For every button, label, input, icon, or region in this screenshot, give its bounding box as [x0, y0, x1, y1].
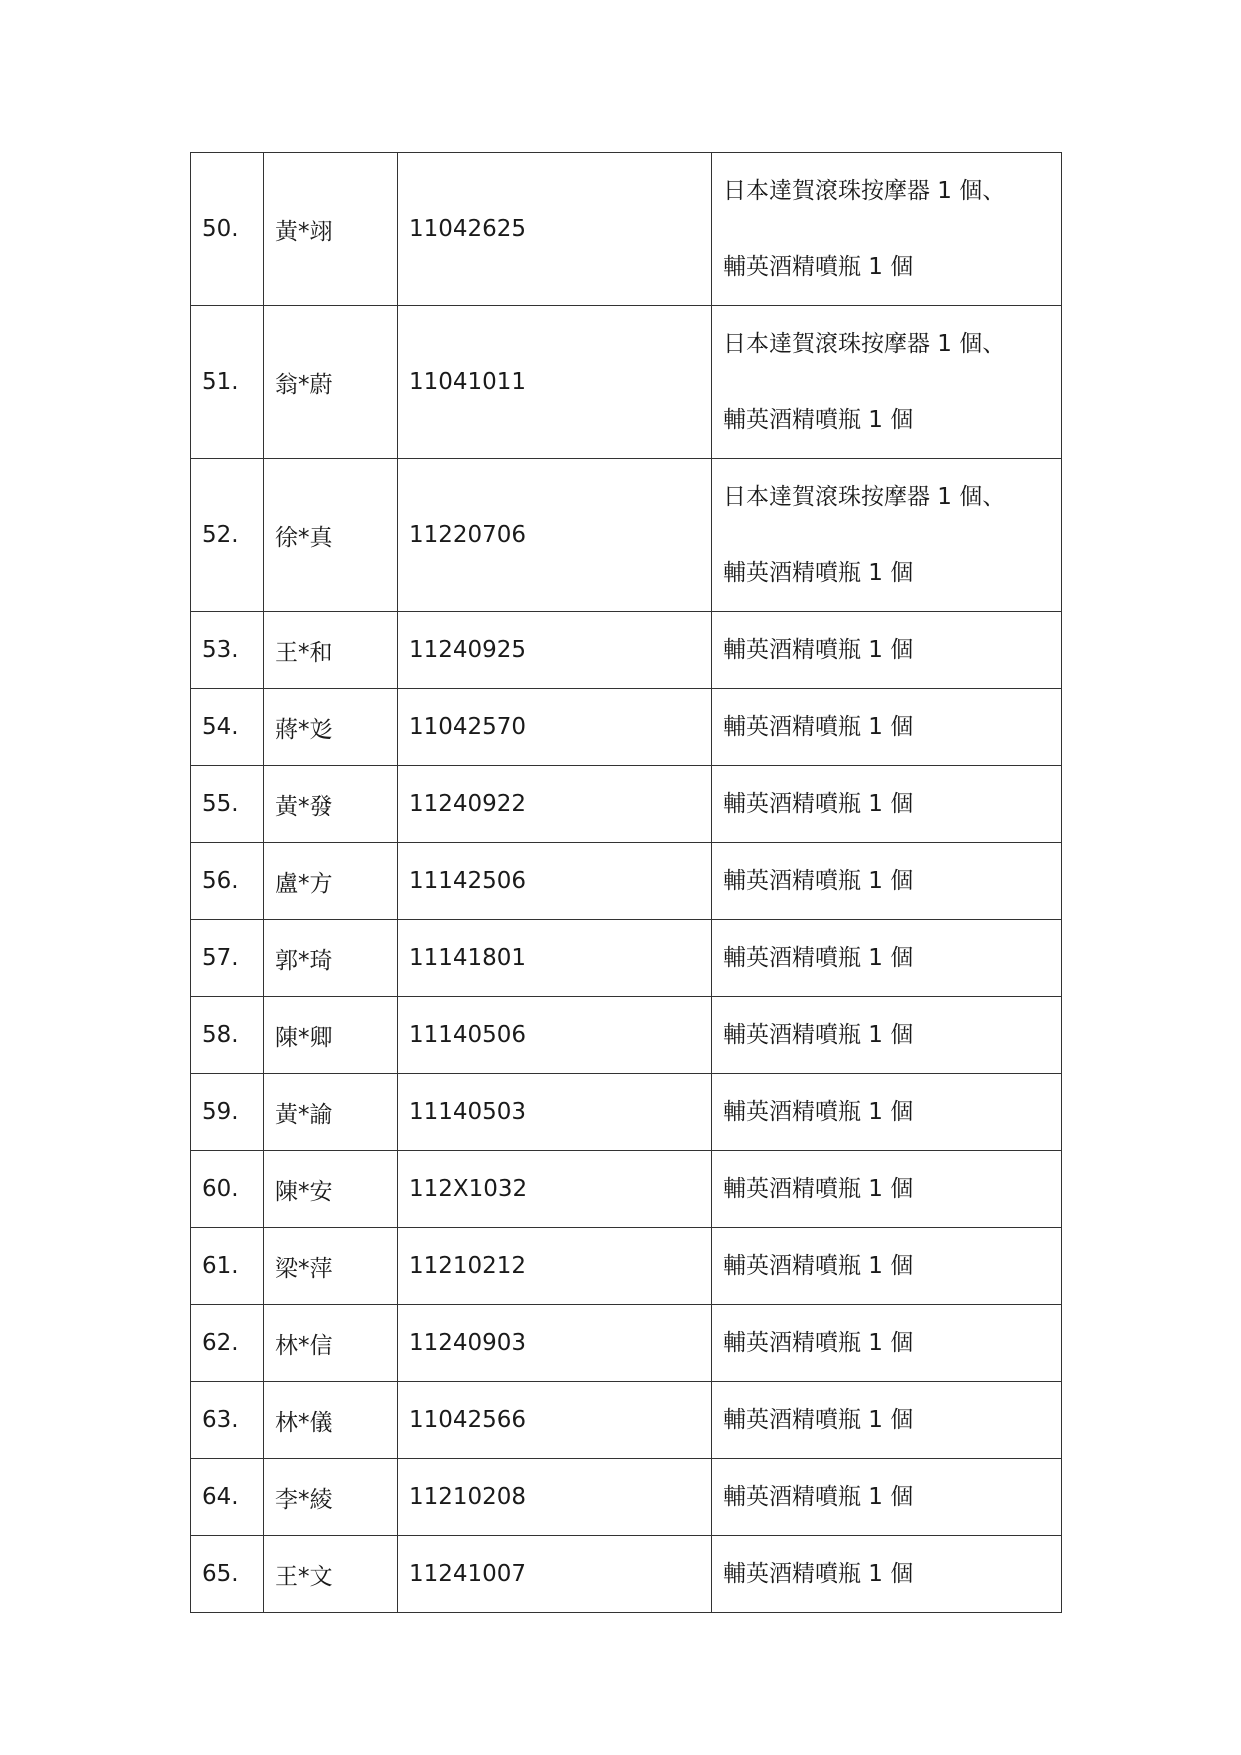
- table-row: [191, 997, 1062, 1074]
- student-id-cell: 11140503: [398, 1074, 712, 1151]
- prize-cell: [712, 1151, 1062, 1228]
- student-id-cell: 11240903: [398, 1305, 712, 1382]
- prize-line: 輔英酒精噴瓶 1 個: [723, 1253, 914, 1279]
- row-number-cell: 55.: [191, 766, 264, 843]
- winner-name-cell: 梁*萍: [264, 1228, 398, 1305]
- table-row: [191, 920, 1062, 997]
- student-id-cell: 11042566: [398, 1382, 712, 1459]
- row-number-cell: 50.: [191, 153, 264, 306]
- prize-cell: [712, 459, 1062, 612]
- table-row: [191, 843, 1062, 920]
- prize-line: 輔英酒精噴瓶 1 個: [723, 407, 914, 433]
- table-row: [191, 612, 1062, 689]
- table-row: [191, 689, 1062, 766]
- table-row: [191, 459, 1062, 612]
- prize-line: 輔英酒精噴瓶 1 個: [723, 791, 914, 817]
- student-id-cell: 11142506: [398, 843, 712, 920]
- prize-cell: [712, 1074, 1062, 1151]
- prize-line: 輔英酒精噴瓶 1 個: [723, 945, 914, 971]
- table-row: [191, 1536, 1062, 1613]
- student-id-cell: 112X1032: [398, 1151, 712, 1228]
- prize-line: 輔英酒精噴瓶 1 個: [723, 1484, 914, 1510]
- student-id-cell: 11140506: [398, 997, 712, 1074]
- prize-cell: [712, 1228, 1062, 1305]
- prize-cell: [712, 1459, 1062, 1536]
- row-number-cell: 61.: [191, 1228, 264, 1305]
- row-number-cell: 58.: [191, 997, 264, 1074]
- prize-cell: [712, 153, 1062, 306]
- winner-name-cell: 黃*發: [264, 766, 398, 843]
- prize-line: 輔英酒精噴瓶 1 個: [723, 254, 914, 280]
- prize-line: 輔英酒精噴瓶 1 個: [723, 1561, 914, 1587]
- student-id-cell: 11210208: [398, 1459, 712, 1536]
- prize-line: 輔英酒精噴瓶 1 個: [723, 714, 914, 740]
- prize-line: 輔英酒精噴瓶 1 個: [723, 1022, 914, 1048]
- table-row: [191, 1228, 1062, 1305]
- student-id-cell: 11042570: [398, 689, 712, 766]
- prize-cell: [712, 689, 1062, 766]
- table-row: [191, 1151, 1062, 1228]
- table-row: [191, 1382, 1062, 1459]
- student-id-cell: 11210212: [398, 1228, 712, 1305]
- row-number-cell: 57.: [191, 920, 264, 997]
- row-number-cell: 51.: [191, 306, 264, 459]
- row-number-cell: 65.: [191, 1536, 264, 1613]
- prize-cell: [712, 997, 1062, 1074]
- student-id-cell: 11220706: [398, 459, 712, 612]
- prize-line: 輔英酒精噴瓶 1 個: [723, 1099, 914, 1125]
- prize-line: 輔英酒精噴瓶 1 個: [723, 560, 914, 586]
- winner-name-cell: 盧*方: [264, 843, 398, 920]
- table-row: [191, 766, 1062, 843]
- winner-name-cell: 林*信: [264, 1305, 398, 1382]
- winner-name-cell: 李*綾: [264, 1459, 398, 1536]
- winner-name-cell: 陳*安: [264, 1151, 398, 1228]
- prize-cell: [712, 612, 1062, 689]
- prize-cell: [712, 1382, 1062, 1459]
- winner-name-cell: 徐*真: [264, 459, 398, 612]
- winners-table: [190, 152, 1062, 1613]
- table-row: [191, 1074, 1062, 1151]
- row-number-cell: 54.: [191, 689, 264, 766]
- row-number-cell: 52.: [191, 459, 264, 612]
- winner-name-cell: 黃*翊: [264, 153, 398, 306]
- winner-name-cell: 郭*琦: [264, 920, 398, 997]
- winner-name-cell: 王*和: [264, 612, 398, 689]
- student-id-cell: 11141801: [398, 920, 712, 997]
- prize-cell: [712, 843, 1062, 920]
- winner-name-cell: 王*文: [264, 1536, 398, 1613]
- prize-cell: [712, 1305, 1062, 1382]
- prize-line: 輔英酒精噴瓶 1 個: [723, 1407, 914, 1433]
- student-id-cell: 11240925: [398, 612, 712, 689]
- winner-name-cell: 陳*卿: [264, 997, 398, 1074]
- table-row: [191, 1459, 1062, 1536]
- winner-name-cell: 翁*蔚: [264, 306, 398, 459]
- student-id-cell: 11041011: [398, 306, 712, 459]
- prize-line: 輔英酒精噴瓶 1 個: [723, 637, 914, 663]
- prize-line: 日本達賀滾珠按摩器 1 個、: [723, 484, 1006, 510]
- prize-line: 日本達賀滾珠按摩器 1 個、: [723, 331, 1006, 357]
- table-row: [191, 306, 1062, 459]
- student-id-cell: 11241007: [398, 1536, 712, 1613]
- table-row: [191, 153, 1062, 306]
- prize-cell: [712, 1536, 1062, 1613]
- prize-cell: [712, 766, 1062, 843]
- prize-line: 輔英酒精噴瓶 1 個: [723, 868, 914, 894]
- row-number-cell: 56.: [191, 843, 264, 920]
- prize-cell: [712, 920, 1062, 997]
- row-number-cell: 53.: [191, 612, 264, 689]
- prize-line: 輔英酒精噴瓶 1 個: [723, 1330, 914, 1356]
- student-id-cell: 11240922: [398, 766, 712, 843]
- row-number-cell: 59.: [191, 1074, 264, 1151]
- row-number-cell: 64.: [191, 1459, 264, 1536]
- prize-cell: [712, 306, 1062, 459]
- student-id-cell: 11042625: [398, 153, 712, 306]
- table-row: [191, 1305, 1062, 1382]
- prize-line: 輔英酒精噴瓶 1 個: [723, 1176, 914, 1202]
- row-number-cell: 60.: [191, 1151, 264, 1228]
- winner-name-cell: 林*儀: [264, 1382, 398, 1459]
- row-number-cell: 63.: [191, 1382, 264, 1459]
- winners-table-body: [191, 153, 1062, 1613]
- prize-line: 日本達賀滾珠按摩器 1 個、: [723, 178, 1006, 204]
- winner-name-cell: 黃*諭: [264, 1074, 398, 1151]
- winner-name-cell: 蔣*彣: [264, 689, 398, 766]
- row-number-cell: 62.: [191, 1305, 264, 1382]
